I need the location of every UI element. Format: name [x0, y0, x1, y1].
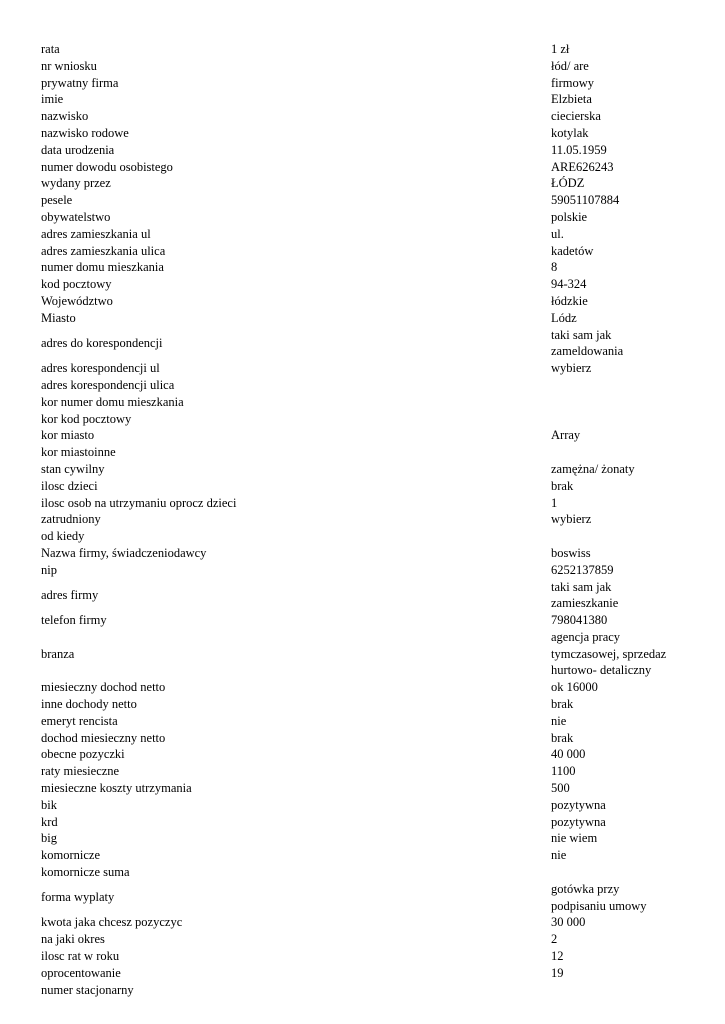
field-label: big	[41, 831, 57, 846]
form-row	[41, 58, 691, 75]
field-label: komornicze suma	[41, 865, 130, 880]
field-label: kor kod pocztowy	[41, 411, 132, 426]
field-value: brak	[551, 730, 574, 745]
field-label: miesieczne koszty utrzymania	[41, 781, 192, 796]
field-value: ul.	[551, 226, 564, 241]
field-value: 94-324	[551, 277, 587, 292]
form-row	[41, 75, 691, 92]
field-label: forma wyplaty	[41, 890, 115, 905]
field-value	[551, 411, 691, 428]
form-row	[41, 411, 691, 428]
field-value	[551, 394, 691, 411]
field-value: agencja pracy tymczasowej, sprzedaz hurtowo- detaliczny	[551, 629, 667, 678]
form-row	[41, 982, 691, 999]
field-label: bik	[41, 797, 57, 812]
form-row	[41, 696, 691, 713]
field-value: ŁÓDZ	[551, 176, 585, 191]
form-row	[41, 259, 691, 276]
field-value: boswiss	[551, 545, 591, 560]
form-row	[41, 91, 691, 108]
form-row	[41, 545, 691, 562]
field-label: nazwisko	[41, 109, 89, 124]
field-label: adres firmy	[41, 587, 99, 602]
field-label: nip	[41, 562, 57, 577]
form-row	[41, 679, 691, 696]
field-value: brak	[551, 478, 574, 493]
field-value: taki sam jak zameldowania	[551, 327, 624, 359]
field-label: kor numer domu mieszkania	[41, 394, 184, 409]
form-row	[41, 830, 691, 847]
field-label: stan cywilny	[41, 461, 105, 476]
form-row	[41, 142, 691, 159]
field-value: 8	[551, 260, 558, 275]
field-label: kwota jaka chcesz pozyczyc	[41, 915, 183, 930]
field-value: kadetów	[551, 243, 594, 258]
field-value: firmowy	[551, 75, 595, 90]
form-row	[41, 746, 691, 763]
field-value: pozytywna	[551, 797, 606, 812]
form-row	[41, 159, 691, 176]
field-value: taki sam jak zamieszkanie	[551, 579, 619, 611]
form-row	[41, 478, 691, 495]
form-row	[41, 528, 691, 545]
field-label: numer domu mieszkania	[41, 260, 164, 275]
field-value: nie	[551, 848, 567, 863]
field-label: imie	[41, 92, 64, 107]
field-label: ilosc rat w roku	[41, 949, 120, 964]
form-row	[41, 125, 691, 142]
form-row	[41, 612, 691, 629]
form-row	[41, 394, 691, 411]
field-label: krd	[41, 814, 58, 829]
field-label: Województwo	[41, 293, 113, 308]
form-row	[41, 41, 691, 58]
field-label: nazwisko rodowe	[41, 125, 129, 140]
form-row	[41, 293, 691, 310]
field-value: pozytywna	[551, 814, 606, 829]
form-row	[41, 427, 691, 444]
field-label: adres korespondencji ulica	[41, 377, 175, 392]
field-label: prywatny firma	[41, 75, 119, 90]
field-label: obywatelstwo	[41, 209, 111, 224]
field-label: wydany przez	[41, 176, 111, 191]
field-label: emeryt rencista	[41, 713, 118, 728]
field-value: nie wiem	[551, 831, 598, 846]
field-value: 6252137859	[551, 562, 614, 577]
field-label: obecne pozyczki	[41, 747, 125, 762]
field-label: inne dochody netto	[41, 697, 137, 712]
loan-application-document	[41, 41, 691, 998]
field-label: pesele	[41, 193, 73, 208]
field-label: numer stacjonarny	[41, 982, 134, 997]
field-label: komornicze	[41, 848, 101, 863]
field-value: Lódz	[551, 310, 577, 325]
field-value: brak	[551, 697, 574, 712]
form-row	[41, 847, 691, 864]
form-row	[41, 780, 691, 797]
field-value: wybierz	[551, 512, 592, 527]
field-label: zatrudniony	[41, 512, 101, 527]
form-row	[41, 562, 691, 579]
field-value: zamężna/ żonaty	[551, 461, 635, 476]
form-row	[41, 495, 691, 512]
field-label: rata	[41, 42, 60, 56]
field-value: łód/ are	[551, 58, 589, 73]
field-label: adres zamieszkania ulica	[41, 243, 166, 258]
form-row	[41, 108, 691, 125]
form-row	[41, 511, 691, 528]
field-value: 11.05.1959	[551, 142, 607, 157]
field-label: raty miesieczne	[41, 764, 120, 779]
field-value: gotówka przy podpisaniu umowy	[551, 881, 647, 913]
field-label: Nazwa firmy, świadczeniodawcy	[41, 545, 207, 560]
form-row	[41, 243, 691, 260]
application-form-table	[41, 41, 691, 998]
field-label: data urodzenia	[41, 142, 115, 157]
field-value: wybierz	[551, 361, 592, 376]
field-label: adres zamieszkania ul	[41, 226, 151, 241]
form-row	[41, 192, 691, 209]
field-value: 19	[551, 965, 564, 980]
form-row	[41, 864, 691, 881]
field-label: kod pocztowy	[41, 277, 112, 292]
form-row	[41, 444, 691, 461]
field-value: Array	[551, 428, 581, 443]
field-label: adres do korespondencji	[41, 335, 163, 350]
field-label: kor miastoinne	[41, 445, 116, 460]
form-row	[41, 310, 691, 327]
field-value: ARE626243	[551, 159, 614, 174]
field-label: miesieczny dochod netto	[41, 680, 166, 695]
field-label: kor miasto	[41, 428, 95, 443]
field-value: 2	[551, 932, 558, 947]
field-value: łódzkie	[551, 293, 588, 308]
form-row	[41, 276, 691, 293]
form-row	[41, 948, 691, 965]
field-value: 500	[551, 781, 570, 796]
field-label: numer dowodu osobistego	[41, 159, 173, 174]
field-value: 1	[551, 495, 558, 510]
field-value: 1 zł	[551, 42, 570, 56]
form-row	[41, 814, 691, 831]
field-value: 1100	[551, 764, 576, 779]
field-label: Miasto	[41, 310, 76, 325]
form-row	[41, 730, 691, 747]
form-row	[41, 360, 691, 377]
field-label: ilosc osob na utrzymaniu oprocz dzieci	[41, 495, 237, 510]
form-row	[41, 327, 691, 361]
field-value: 30 000	[551, 915, 586, 930]
form-row	[41, 797, 691, 814]
field-value: 59051107884	[551, 193, 620, 208]
form-row	[41, 175, 691, 192]
form-row	[41, 629, 691, 679]
field-label: ilosc dzieci	[41, 478, 98, 493]
field-value: nie	[551, 713, 567, 728]
field-value: kotylak	[551, 125, 589, 140]
form-row	[41, 461, 691, 478]
form-row	[41, 931, 691, 948]
field-value	[551, 864, 691, 881]
form-row	[41, 209, 691, 226]
field-label: adres korespondencji ul	[41, 361, 160, 376]
field-value	[551, 528, 691, 545]
field-value	[551, 377, 691, 394]
field-label: od kiedy	[41, 529, 85, 544]
field-value: 12	[551, 949, 564, 964]
form-row	[41, 914, 691, 931]
form-row	[41, 965, 691, 982]
form-row	[41, 713, 691, 730]
form-rows	[41, 41, 691, 998]
field-value: ciecierska	[551, 109, 601, 124]
field-value	[551, 444, 691, 461]
form-row	[41, 579, 691, 613]
field-label: telefon firmy	[41, 613, 107, 628]
form-row	[41, 763, 691, 780]
field-label: na jaki okres	[41, 932, 105, 947]
field-value: Elzbieta	[551, 92, 592, 107]
form-row	[41, 226, 691, 243]
field-value: 798041380	[551, 613, 608, 628]
field-value: 40 000	[551, 747, 586, 762]
field-label: dochod miesieczny netto	[41, 730, 166, 745]
form-row	[41, 881, 691, 915]
field-value	[551, 982, 691, 999]
field-value: polskie	[551, 209, 588, 224]
field-label: oprocentowanie	[41, 965, 121, 980]
field-label: nr wniosku	[41, 58, 97, 73]
field-label: branza	[41, 646, 75, 661]
field-value: ok 16000	[551, 680, 598, 695]
form-row	[41, 377, 691, 394]
